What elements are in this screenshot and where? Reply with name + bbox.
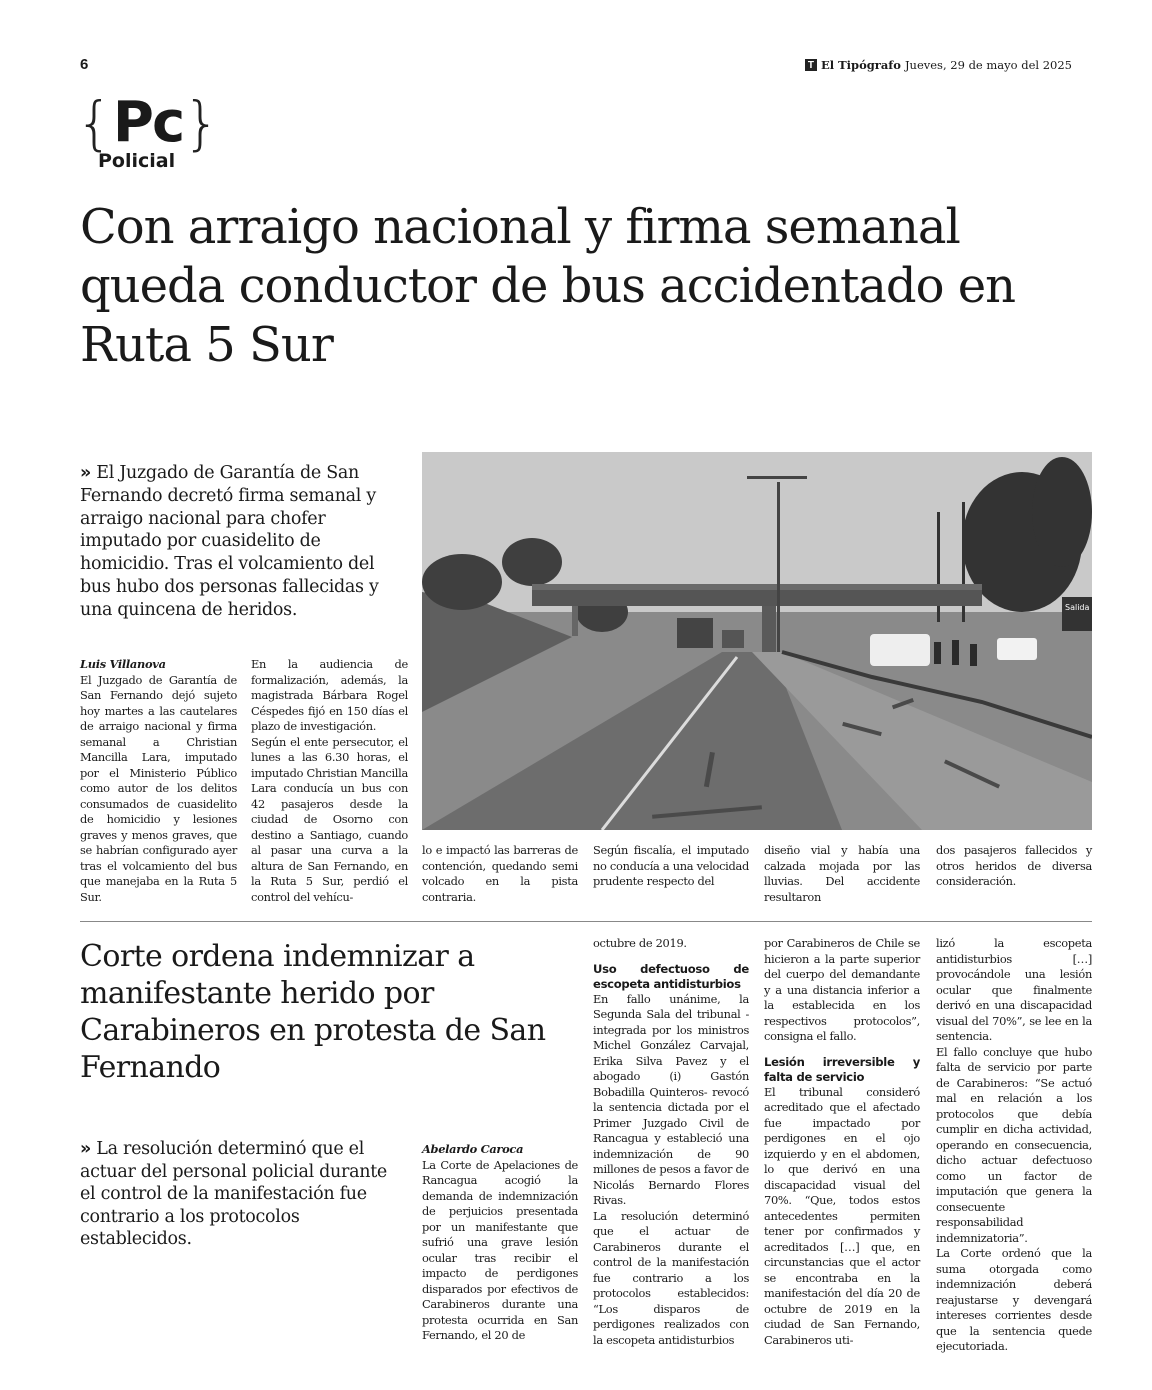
- article1-lead: [80, 462, 400, 622]
- article1-author: Luis Villanova: [80, 657, 166, 671]
- article2-subhead-1: Uso defectuoso de escopeta antidisturbios: [593, 961, 749, 991]
- lead-marker-icon: »: [80, 1139, 92, 1159]
- article2-col2: [593, 936, 749, 1348]
- article2-col4-p3: La Corte ordenó que la suma otorgada como indemnización deberá reajustarse y devengará intereses corrientes desde que la sentencia quede ejecutoriada.: [936, 1246, 1092, 1353]
- article1-col1-text: El Juzgado de Garantía de San Fernando dejó sujeto hoy martes a las cautelares de arraigo nacional y firma semanal a Christian Mancilla Lara, imputado por el Ministerio Público como autor de los delitos consumados de cuasidelito de homicidio y lesiones graves y menos graves, que se habrían configurado ayer tras el volcamiento del bus que manejaba en la Ruta 5 Sur.: [80, 672, 237, 904]
- section-code: Pc: [112, 90, 184, 155]
- newspaper-logo-icon: T: [805, 59, 817, 71]
- close-brace-icon: }: [183, 89, 221, 157]
- section-mark: [76, 89, 221, 172]
- article2-headline: Corte ordena indemnizar a manifestante herido por Carabineros en protesta de San Fernando: [80, 939, 546, 1085]
- article2-lead: [80, 1138, 400, 1251]
- article1-col5: diseño vial y había una calzada mojada por las lluvias. Del accidente resultaron: [764, 843, 920, 904]
- article1-lead-text: El Juzgado de Garantía de San Fernando decretó firma semanal y arraigo nacional para chofer imputado por cuasidelito de homicidio. Tras el volcamiento del bus hubo dos personas fallecidas y una quincena de heridos.: [80, 463, 379, 620]
- article2-col3: [764, 936, 920, 1348]
- article2-col2-p0: octubre de 2019.: [593, 936, 687, 950]
- article1-photo: [422, 452, 1092, 830]
- article1-col2-p2: Según el ente persecutor, el lunes a las 6.30 horas, el imputado Christian Mancilla Lara conducía un bus con 42 pasajeros desde la ciudad de Osorno con destino a Santiago, cuando al pasar una curva a la altura de San Fernando, en la Ruta 5 Sur, perdió el control del vehícu-: [251, 734, 408, 904]
- article2-col1-text: La Corte de Apelaciones de Rancagua acogió la demanda de indemnización de perjuicios presentada por un manifestante que sufrió una grave lesión ocular tras recibir el impacto de perdigones disparados por efectivos de Carabineros durante una protesta ocurrida en San Fernando, el 20 de: [422, 1157, 578, 1342]
- article2-col3-p2: El tribunal consideró acreditado que el afectado fue impactado por perdigones en el ojo izquierdo y en el abdomen, lo que derivó en una discapacidad visual del 70%. “Que, todos estos antecedentes permiten tener por confirmados y acreditados […] que, en circunstancias que el actor se encontraba en la manifestación del día 20 de octubre de 2019 en la ciudad de San Fernando, Carabineros uti-: [764, 1084, 920, 1347]
- article2-col4-p1: lizó la escopeta antidisturbios […] provocándole una lesión ocular que finalmente derivó en una discapacidad visual del 70%”, se lee en la sentencia.: [936, 936, 1092, 1043]
- article2-lead-text: La resolución determinó que el actuar del personal policial durante el control de la manifestación fue contrario a los protocolos establecidos.: [80, 1139, 387, 1249]
- article1-col2-p1: En la audiencia de formalización, además, la magistrada Bárbara Rogel Céspedes fijó en 150 días el plazo de investigación.: [251, 657, 408, 733]
- accident-scene-image: [422, 452, 1092, 830]
- page-number: 6: [80, 56, 89, 73]
- article1-headline: Con arraigo nacional y firma semanal queda conductor de bus accidentado en Ruta 5 Sur: [80, 199, 1016, 373]
- article1-col2: [251, 657, 408, 905]
- article2-col2-p1: En fallo unánime, la Segunda Sala del tribunal -integrada por los ministros Michel González Carvajal, Erika Silva Pavez y el abogado (i) Gastón Bobadilla Quinteros- revocó la sentencia dictada por el Primer Juzgado Civil de Rancagua y estableció una indemnización de 90 millones de pesos a favor de Nicolás Bernardo Flores Rivas.: [593, 991, 749, 1207]
- article1-col1: [80, 657, 237, 905]
- article2-col4: [936, 936, 1092, 1355]
- section-label: Policial: [98, 150, 176, 172]
- article2-col4-p2: El fallo concluye que hubo falta de servicio por parte de Carabineros: “Se actuó mal en relación a los protocolos que debía cumplir en dicha actividad, operando en consecuencia, dicho actuar defectuoso como un factor de imputación que genera la consecuente responsabilidad indemnizatoria”.: [936, 1044, 1092, 1245]
- article1-col6: dos pasajeros fallecidos y otros heridos de diversa consideración.: [936, 843, 1092, 888]
- photo-sign-text: Salida: [1065, 603, 1090, 612]
- article2-author: Abelardo Caroca: [422, 1142, 524, 1156]
- article2-col2-p2: La resolución determinó que el actuar de Carabineros durante el control de la manifestación fue contrario a los protocolos establecidos: “Los disparos de perdigones realizados con la escopeta antidisturbios: [593, 1208, 749, 1347]
- issue-date: Jueves, 29 de mayo del 2025: [904, 58, 1072, 72]
- article1-col3: lo e impactó las barreras de contención, quedando semi volcado en la pista contraria.: [422, 843, 578, 904]
- article2-subhead-2: Lesión irreversible y falta de servicio: [764, 1054, 920, 1084]
- open-brace-icon: {: [76, 89, 113, 157]
- article2-col3-p1: por Carabineros de Chile se hicieron a la parte superior del cuerpo del demandante y a una distancia inferior a la establecida en los respectivos protocolos”, consigna el fallo.: [764, 936, 920, 1043]
- article2-col1: [422, 1142, 578, 1344]
- article-divider: [80, 921, 1092, 922]
- masthead: [805, 58, 1072, 72]
- lead-marker-icon: »: [80, 463, 92, 483]
- article1-col4: Según fiscalía, el imputado no conducía a una velocidad prudente respecto del: [593, 843, 749, 888]
- newspaper-name: El Tipógrafo: [820, 58, 901, 72]
